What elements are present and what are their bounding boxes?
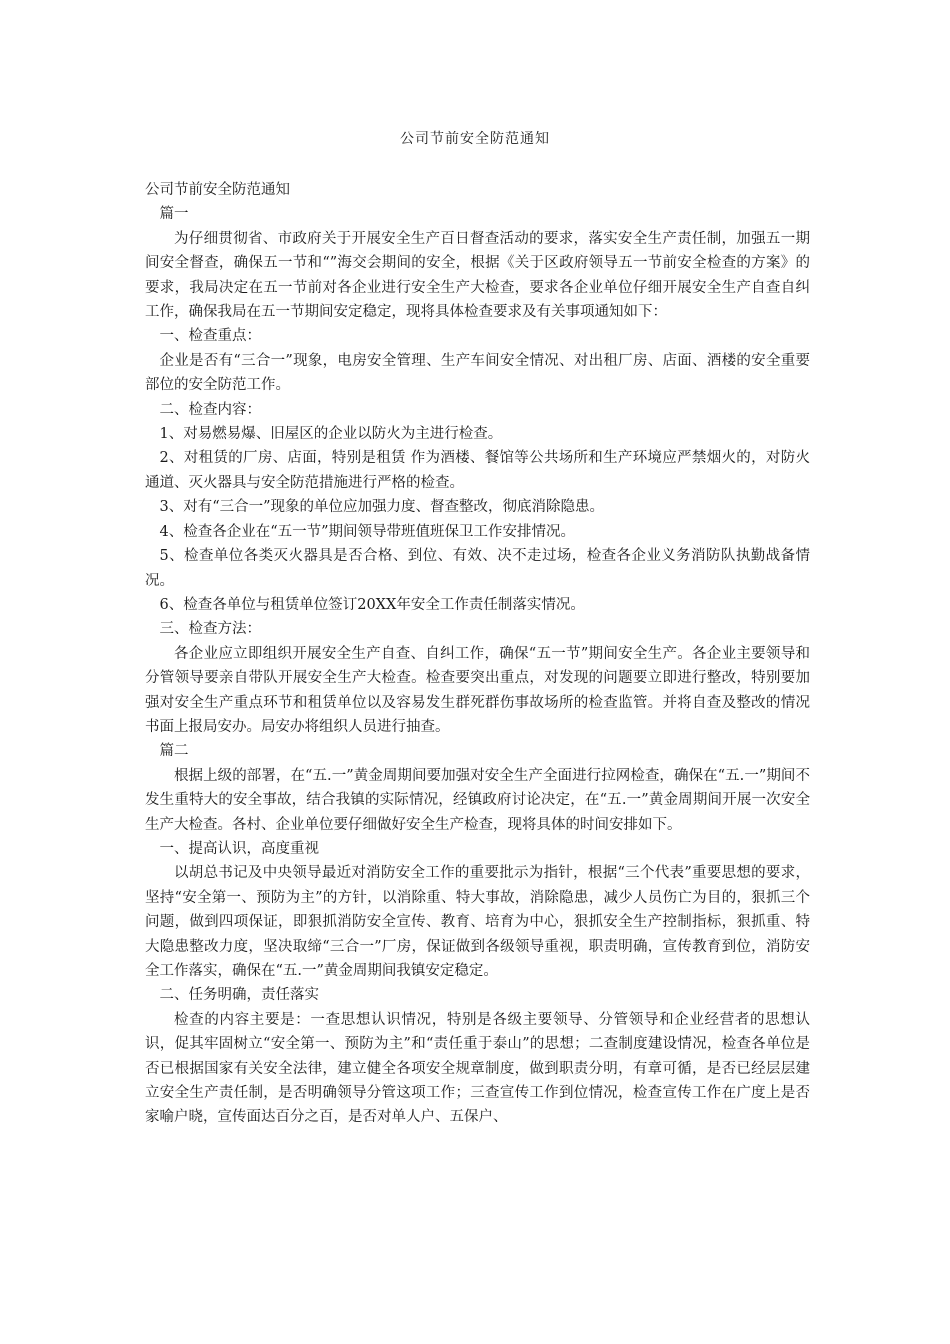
section-heading: 二、任务明确，责任落实 <box>159 987 319 1004</box>
list-item: 2、对租赁的厂房、店面，特别是租赁 作为酒楼、餐馆等公共场所和生产环境应严禁烟火的，对防火通道、灭火器具与安全防范措施进行严格的检查。 <box>145 450 810 491</box>
list-item: 6、检查各单位与租赁单位签订20XX年安全工作责任制落实情况。 <box>159 596 585 613</box>
paragraph: 为仔细贯彻省、市政府关于开展安全生产百日督查活动的要求，落实安全生产责任制，加强五一期间安全督查，确保五一节和“”海交会期间的安全，根据《关于区政府领导五一节前安全检查的方案》的要求，我局决定在五一节前对各企业进行安全生产大检查，要求各企业单位仔细开展安全生产自查自纠工作，确保我局在五一节期间安定稳定，现将具体检查要求及有关事项通知如下： <box>145 230 810 321</box>
list-item: 4、检查各企业在“五一节”期间领导带班值班保卫工作安排情况。 <box>159 523 576 540</box>
paragraph: 各企业应立即组织开展安全生产自查、自纠工作，确保“五一节”期间安全生产。各企业主要领导和分管领导要亲自带队开展安全生产大检查。检查要突出重点，对发现的问题要立即进行整改，特别要加强对安全生产重点环节和租赁单位以及容易发生群死群伤事故场所的检查监管。并将自查及整改的情况书面上报局安办。局安办将组织人员进行抽查。 <box>145 645 810 735</box>
list-item: 3、对有“三合一”现象的单位应加强力度、督查整改，彻底消除隐患。 <box>159 499 605 516</box>
section-label: 篇二 <box>159 743 189 760</box>
list-item: 5、检查单位各类灭火器具是否合格、到位、有效、决不走过场，检查各企业义务消防队执勤战备情况。 <box>145 548 810 589</box>
section-heading: 二、检查内容： <box>159 401 261 418</box>
document-heading: 公司节前安全防范通知 <box>145 182 290 198</box>
section-heading: 一、提高认识，高度重视 <box>159 840 319 857</box>
page-title: 公司节前安全防范通知 <box>400 131 550 147</box>
document-body <box>145 178 810 1130</box>
section-heading: 一、检查重点： <box>159 328 261 345</box>
section-label: 篇一 <box>159 206 189 223</box>
section-heading: 三、检查方法： <box>159 621 261 638</box>
list-item: 1、对易燃易爆、旧屋区的企业以防火为主进行检查。 <box>159 426 503 443</box>
paragraph: 根据上级的部署，在“五.一”黄金周期间要加强对安全生产全面进行拉网检查，确保在“五.一”期间不发生重特大的安全事故，结合我镇的实际情况，经镇政府讨论决定，在“五.一”黄金周期间开展一次安全生产大检查。各村、企业单位要仔细做好安全生产检查，现将具体的时间安排如下。 <box>145 767 810 833</box>
paragraph: 企业是否有“三合一”现象，电房安全管理、生产车间安全情况、对出租厂房、店面、酒楼的安全重要部位的安全防范工作。 <box>145 352 810 394</box>
paragraph: 检查的内容主要是：一查思想认识情况，特别是各级主要领导、分管领导和企业经营者的思想认识，促其牢固树立“安全第一、预防为主”和“责任重于泰山”的思想；二查制度建设情况，检查各单位是否已根据国家有关安全法律，建立健全各项安全规章制度，做到职责分明，有章可循，是否已经层层建立安全生产责任制，是否明确领导分管这项工作；三查宣传工作到位情况，检查宣传工作在广度上是否家喻户晓，宣传面达百分之百，是否对单人户、五保户、 <box>145 1011 810 1126</box>
paragraph: 以胡总书记及中央领导最近对消防安全工作的重要批示为指针，根据“三个代表”重要思想的要求，坚持“安全第一、预防为主”的方针，以消除重、特大事故，消除隐患，减少人员伤亡为目的，狠抓三个问题，做到四项保证，即狠抓消防安全宣传、教育、培育为中心，狠抓安全生产控制指标，狠抓重、特大隐患整改力度，坚决取缔“三合一”厂房，保证做到各级领导重视，职责明确，宣传教育到位，消防安全工作落实，确保在“五.一”黄金周期间我镇安定稳定。 <box>145 865 810 979</box>
